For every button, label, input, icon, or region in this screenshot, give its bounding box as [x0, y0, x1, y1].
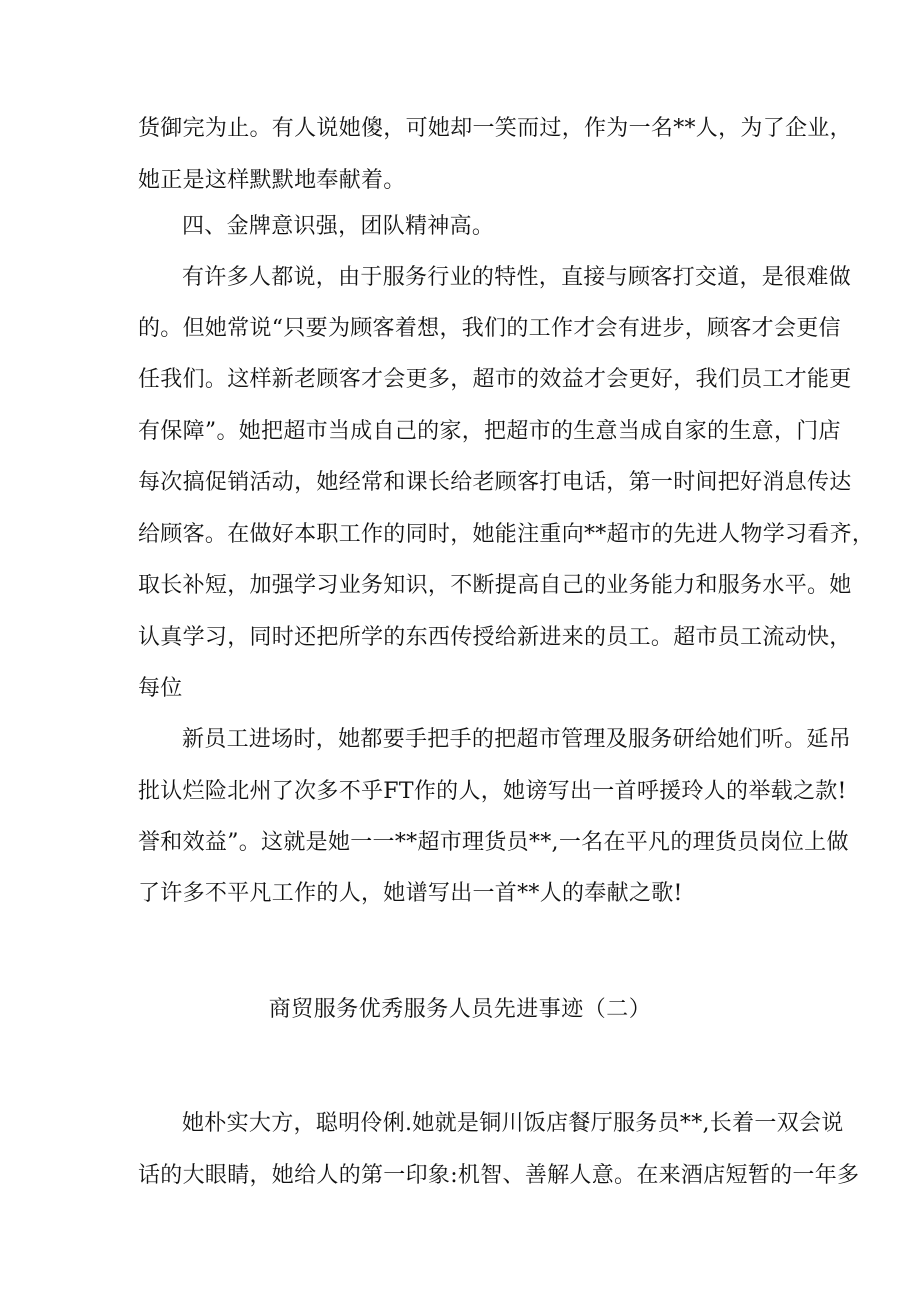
paragraph-line: 她正是这样默默地奉献着。: [138, 168, 406, 193]
paragraph-line: 批认烂险北州了次多不乎FT作的人，她谤写出一首呼援玲人的举载之款!: [138, 779, 847, 804]
paragraph-line: 有保障”。她把超市当成自己的家，把超市的生意当成自家的生意，门店: [138, 419, 841, 444]
paragraph-line: 有许多人都说，由于服务行业的特性，直接与顾客打交道，是很难做: [182, 265, 852, 290]
paragraph-line: 誉和效益”。这就是她一一**超市理货员**,一名在平凡的理货员岗位上做: [138, 830, 849, 855]
paragraph-line: 取长补短，加强学习业务知识，不断提高自己的业务能力和服务水平。她: [138, 573, 852, 598]
paragraph-line: 她朴实大方，聪明伶俐.她就是铜川饭店餐厅服务员**,长着一双会说: [182, 1111, 844, 1136]
paragraph-line: 每位: [138, 676, 183, 701]
section-title: 商贸服务优秀服务人员先进事迹（二）: [268, 997, 652, 1022]
paragraph-line: 新员工进场时，她都要手把手的把超市管理及服务研给她们听。延吊: [182, 727, 852, 752]
paragraph-line: 任我们。这样新老顾客才会更多，超市的效益才会更好，我们员工才能更: [138, 367, 852, 392]
paragraph-line: 话的大眼睛，她给人的第一印象:机智、善解人意。在来酒店短暂的一年多: [138, 1163, 860, 1188]
paragraph-line: 认真学习，同时还把所学的东西传授给新进来的员工。超市员工流动快，: [138, 625, 852, 650]
section-heading: 四、金牌意识强，团队精神高。: [182, 214, 495, 239]
paragraph-line: 货御完为止。有人说她傻，可她却一笑而过，作为一名**人，为了企业，: [138, 116, 852, 141]
paragraph-line: 的。但她常说“只要为顾客着想，我们的工作才会有进步，顾客才会更信: [138, 316, 841, 341]
paragraph-line: 给顾客。在做好本职工作的同时，她能注重向**超市的先进人物学习看齐，: [138, 522, 875, 547]
paragraph-line: 每次搞促销活动，她经常和课长给老顾客打电话，第一时间把好消息传达: [138, 470, 852, 495]
paragraph-line: 了许多不平凡工作的人，她谱写出一首**人的奉献之歌!: [138, 881, 683, 906]
